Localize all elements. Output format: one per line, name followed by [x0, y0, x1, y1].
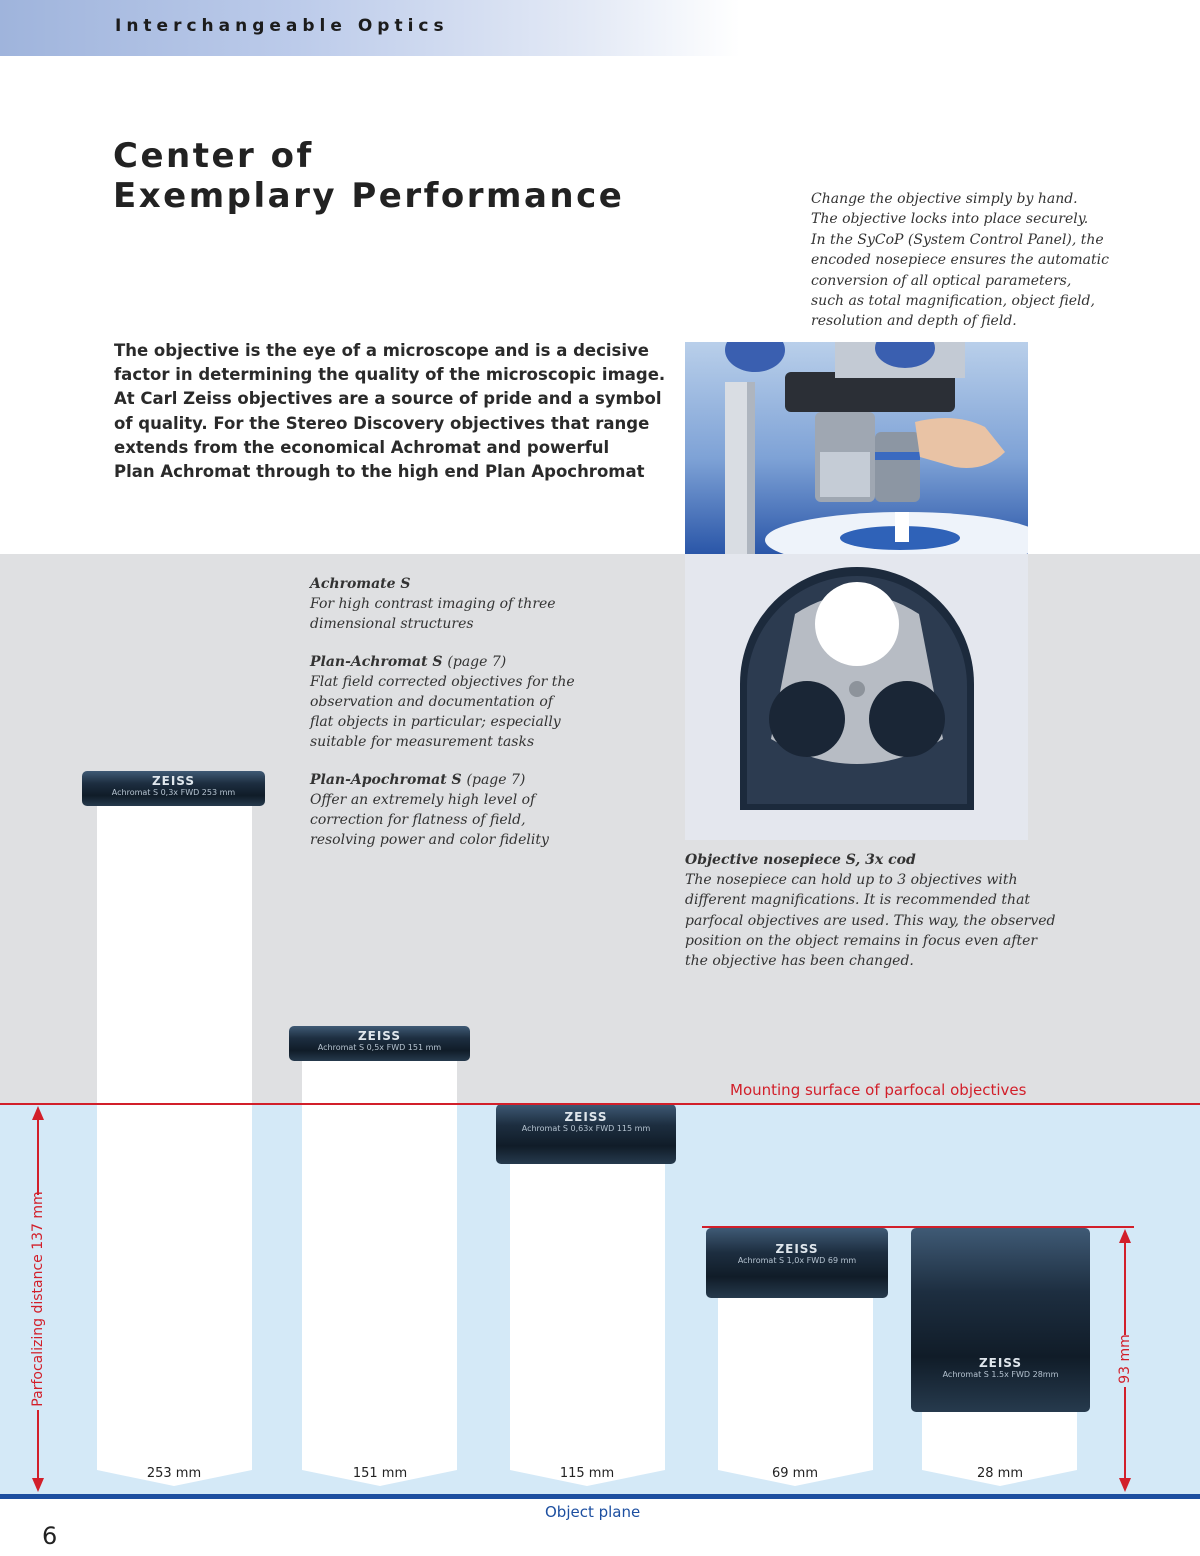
entry-line: Flat field corrected objectives for the [310, 674, 575, 690]
caption-line: In the SyCoP (System Control Panel), the [811, 231, 1104, 248]
caption-line: resolution and depth of field. [811, 313, 1017, 330]
lens-spec: Achromat S 0,63x FWD 115 mm [521, 1124, 651, 1133]
page-reference: (page 7) [447, 654, 507, 670]
intro-line: extends from the economical Achromat and powerful [114, 437, 610, 457]
caption-line: The nosepiece can hold up to 3 objectives with [685, 872, 1018, 889]
lens-spec: Achromat S 0,3x FWD 253 mm [111, 788, 236, 797]
intro-line: of quality. For the Stereo Discovery objectives that range [114, 413, 650, 433]
lens-spec: Achromat S 1.5x FWD 28mm [942, 1370, 1059, 1379]
intro-line: factor in determining the quality of the microscopic image. [114, 365, 666, 385]
entry-line: For high contrast imaging of three [310, 596, 556, 612]
distance-label-28: 28 mm [976, 1466, 1023, 1481]
height-93-label: 93 mm [1117, 1334, 1133, 1384]
page-title-line-2: Exemplary Performance [113, 176, 625, 216]
object-plane-label: Object plane [545, 1503, 641, 1521]
object-plane-line [0, 1494, 1200, 1499]
caption-line: conversion of all optical parameters, [811, 272, 1072, 289]
caption-title: Objective nosepiece S, 3x cod [685, 852, 916, 868]
entry-line: suitable for measurement tasks [310, 734, 535, 750]
entry-title-text: Achromate S [310, 576, 411, 592]
entry-line: dimensional structures [310, 616, 474, 632]
page-reference: (page 7) [466, 772, 526, 788]
intro-line: Plan Achromat through to the high end Plan Apochromat [114, 462, 645, 482]
lens-brand: ZEISS [151, 774, 196, 788]
lens-brand: ZEISS [357, 1029, 402, 1043]
caption-line: The objective locks into place securely. [811, 211, 1089, 228]
arrow-up-icon [1119, 1229, 1131, 1243]
entry-line: resolving power and color fidelity [310, 832, 549, 848]
page-title-line-1: Center of [113, 136, 314, 176]
caption-line: position on the object remains in focus even after [685, 932, 1038, 949]
parfocal-distance-label: Parfocalizing distance 137 mm [30, 1191, 46, 1407]
distance-label-115: 115 mm [559, 1466, 615, 1481]
lens-spec: Achromat S 1,0x FWD 69 mm [737, 1256, 857, 1265]
section-header: Interchangeable Optics [115, 16, 449, 36]
distance-label-69: 69 mm [771, 1466, 818, 1481]
entry-line: observation and documentation of [310, 694, 553, 710]
caption-line: different magnifications. It is recommended that [685, 892, 1031, 909]
page-number: 6 [42, 1522, 58, 1550]
lens-spec: Achromat S 0,5x FWD 151 mm [317, 1043, 442, 1052]
distance-label-151: 151 mm [352, 1466, 408, 1481]
caption-line: Change the objective simply by hand. [811, 191, 1078, 207]
entry-line: flat objects in particular; especially [310, 714, 561, 730]
caption-line: encoded nosepiece ensures the automatic [811, 252, 1109, 269]
mounting-surface-label: Mounting surface of parfocal objectives [730, 1081, 1027, 1099]
lens-brand: ZEISS [978, 1356, 1023, 1370]
intro-line: At Carl Zeiss objectives are a source of pride and a symbol [114, 389, 662, 409]
arrow-down-icon [32, 1478, 44, 1492]
entry-title-text: Plan-Apochromat S [310, 772, 462, 788]
distance-label-253: 253 mm [146, 1466, 202, 1481]
caption-line: such as total magnification, object field, [811, 293, 1095, 310]
arrow-down-icon [1119, 1478, 1131, 1492]
lens-brand: ZEISS [775, 1242, 819, 1256]
entry-line: Offer an extremely high level of [310, 792, 536, 808]
intro-line: The objective is the eye of a microscope and is a decisive [114, 341, 649, 360]
caption-line: the objective has been changed. [685, 953, 914, 970]
arrow-up-icon [32, 1106, 44, 1120]
caption-line: parfocal objectives are used. This way, the observed [685, 912, 1056, 929]
entry-title-text: Plan-Achromat S [310, 654, 443, 670]
entry-line: correction for flatness of field, [310, 812, 526, 828]
lens-brand: ZEISS [564, 1110, 608, 1124]
